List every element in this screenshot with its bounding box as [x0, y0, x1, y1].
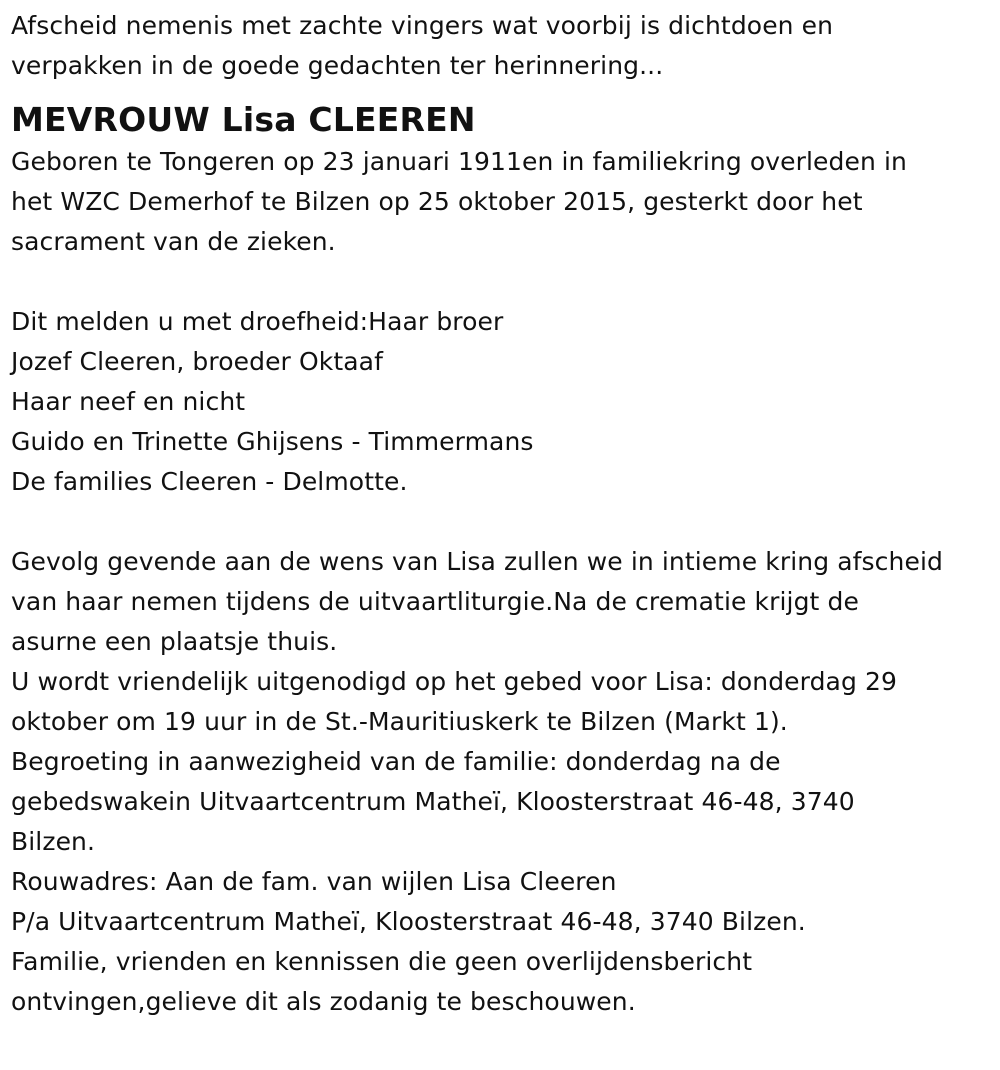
- family-line: Jozef Cleeren, broeder Oktaaf: [11, 347, 383, 376]
- details-line: Begroeting in aanwezigheid van de familie: donderdag na de: [11, 747, 781, 776]
- details-line: U wordt vriendelijk uitgenodigd op het gebed voor Lisa: donderdag 29: [11, 667, 897, 696]
- intro-line: Afscheid nemenis met zachte vingers wat voorbij is dichtdoen en: [11, 11, 834, 40]
- details-line: ontvingen,gelieve dit als zodanig te beschouwen.: [11, 987, 636, 1016]
- intro-line: verpakken in de goede gedachten ter herinnering...: [11, 51, 664, 80]
- details-line: Rouwadres: Aan de fam. van wijlen Lisa Cleeren: [11, 867, 617, 896]
- details-line: asurne een plaatsje thuis.: [11, 627, 338, 656]
- family-line: De families Cleeren - Delmotte.: [11, 467, 408, 496]
- details-line: Gevolg gevende aan de wens van Lisa zullen we in intieme kring afscheid: [11, 547, 943, 576]
- details-line: Bilzen.: [11, 827, 96, 856]
- deceased-name-title: MEVROUW Lisa CLEEREN: [11, 100, 476, 139]
- family-line: Dit melden u met droefheid:Haar broer: [11, 307, 504, 336]
- birth-line: Geboren te Tongeren op 23 januari 1911en in familiekring overleden in: [11, 147, 907, 176]
- details-line: gebedswakein Uitvaartcentrum Matheï, Kloosterstraat 46-48, 3740: [11, 787, 855, 816]
- birth-line: sacrament van de zieken.: [11, 227, 336, 256]
- details-line: P/a Uitvaartcentrum Matheï, Kloosterstraat 46-48, 3740 Bilzen.: [11, 907, 806, 936]
- family-line: Guido en Trinette Ghijsens - Timmermans: [11, 427, 534, 456]
- funeral-details: [11, 542, 1000, 1022]
- intro-paragraph: [11, 6, 1000, 86]
- family-line: Haar neef en nicht: [11, 387, 246, 416]
- family-announcement: [11, 302, 1000, 502]
- details-line: oktober om 19 uur in de St.-Mauritiuskerk te Bilzen (Markt 1).: [11, 707, 788, 736]
- birth-death-paragraph: [11, 142, 1000, 262]
- birth-line: het WZC Demerhof te Bilzen op 25 oktober 2015, gesterkt door het: [11, 187, 863, 216]
- paragraph-spacer: [11, 502, 1000, 542]
- details-line: Familie, vrienden en kennissen die geen overlijdensbericht: [11, 947, 753, 976]
- paragraph-spacer: [11, 262, 1000, 302]
- details-line: van haar nemen tijdens de uitvaartliturgie.Na de crematie krijgt de: [11, 587, 859, 616]
